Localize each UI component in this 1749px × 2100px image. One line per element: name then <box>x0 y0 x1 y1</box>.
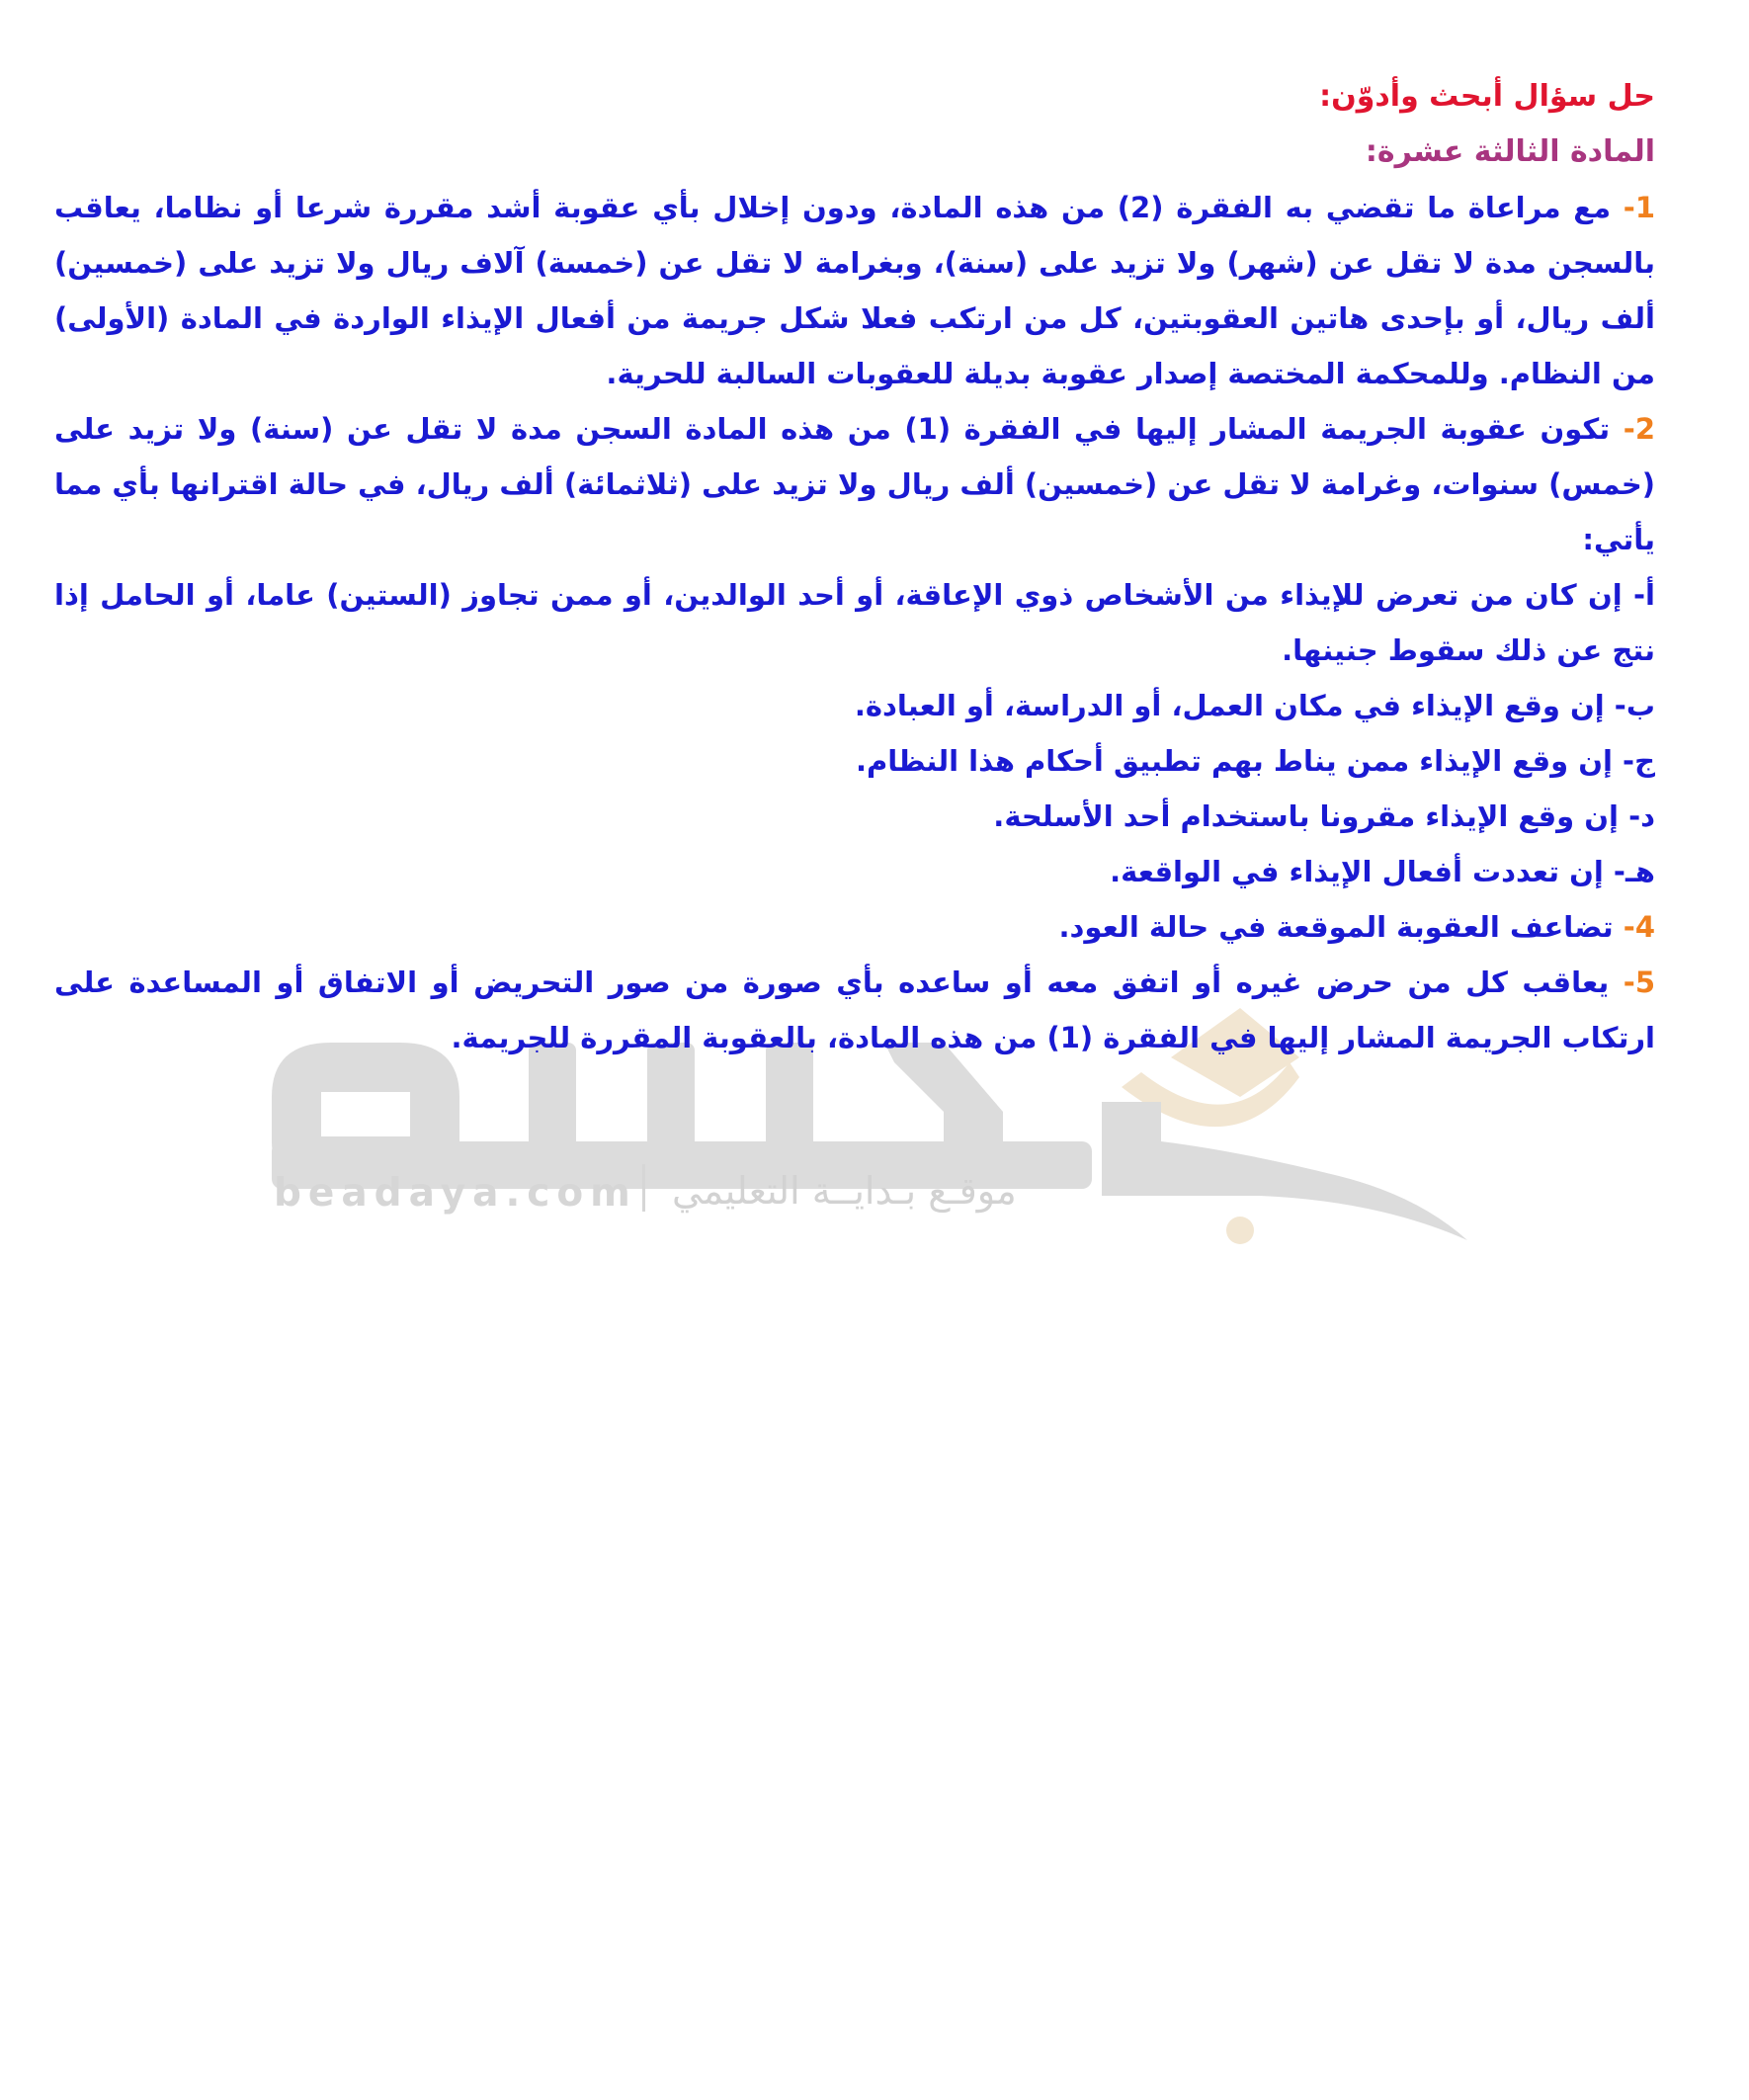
watermark-tagline: موقـع بـدايــة التعليمي <box>672 1169 1017 1213</box>
sub-item-d: د- إن وقع الإيذاء مقرونا باستخدام أحد الأسلحة. <box>993 799 1655 833</box>
clause-text: تكون عقوبة الجريمة المشار إليها في الفقرة (1) من هذه المادة السجن مدة لا تقل عن (سنة) ولا تزيد على (خمس) سنوات، وغرامة لا تقل عن (خمسين) ألف ريال ولا تزيد على (ثلاثمائة) ألف ريال، في حالة اقترانها بأي مما يأتي: <box>54 412 1655 556</box>
clause-2 <box>54 401 1655 567</box>
clause-5 <box>54 955 1655 1065</box>
clause-4 <box>54 899 1655 955</box>
watermark-separator <box>642 1164 645 1212</box>
sub-item-e: هـ- إن تعددت أفعال الإيذاء في الواقعة. <box>1110 855 1655 888</box>
clause-1 <box>54 180 1655 401</box>
clause-number: 5- <box>1623 966 1655 999</box>
page-heading: حل سؤال أبحث وأدوّن: <box>1319 79 1655 114</box>
sub-item-b: ب- إن وقع الإيذاء في مكان العمل، أو الدراسة، أو العبادة. <box>854 689 1655 722</box>
document-body <box>54 69 1655 1065</box>
clause-number: 1- <box>1623 191 1655 224</box>
sub-item-c: ج- إن وقع الإيذاء ممن يناط بهم تطبيق أحكام هذا النظام. <box>855 744 1655 778</box>
watermark-url: beadaya.com <box>274 1171 637 1216</box>
clause-text: يعاقب كل من حرض غيره أو اتفق معه أو ساعده بأي صورة من صور التحريض أو الاتفاق أو المساعدة على ارتكاب الجريمة المشار إليها في الفقرة (1) من هذه المادة، بالعقوبة المقررة للجريمة. <box>54 966 1655 1054</box>
clause-number: 4- <box>1623 910 1655 944</box>
article-title: المادة الثالثة عشرة: <box>1365 134 1655 169</box>
sub-item-a: أ- إن كان من تعرض للإيذاء من الأشخاص ذوي الإعاقة، أو أحد الوالدين، أو ممن تجاوز (الستين) عاما، أو الحامل إذا نتج عن ذلك سقوط جنينها. <box>54 578 1655 667</box>
clause-text: مع مراعاة ما تقضي به الفقرة (2) من هذه المادة، ودون إخلال بأي عقوبة أشد مقررة شرعا أو نظاما، يعاقب بالسجن مدة لا تقل عن (شهر) ولا تزيد على (سنة)، وبغرامة لا تقل عن (خمسة) آلاف ريال ولا تزيد على (خمسين) ألف ريال، أو بإحدى هاتين العقوبتين، كل من ارتكب فعلا شكل جريمة من أفعال الإيذاء الواردة في المادة (الأولى) من النظام. وللمحكمة المختصة إصدار عقوبة بديلة للعقوبات السالبة للحرية. <box>54 191 1655 390</box>
clause-number: 2- <box>1623 412 1655 446</box>
clause-text: تضاعف العقوبة الموقعة في حالة العود. <box>1058 910 1624 944</box>
